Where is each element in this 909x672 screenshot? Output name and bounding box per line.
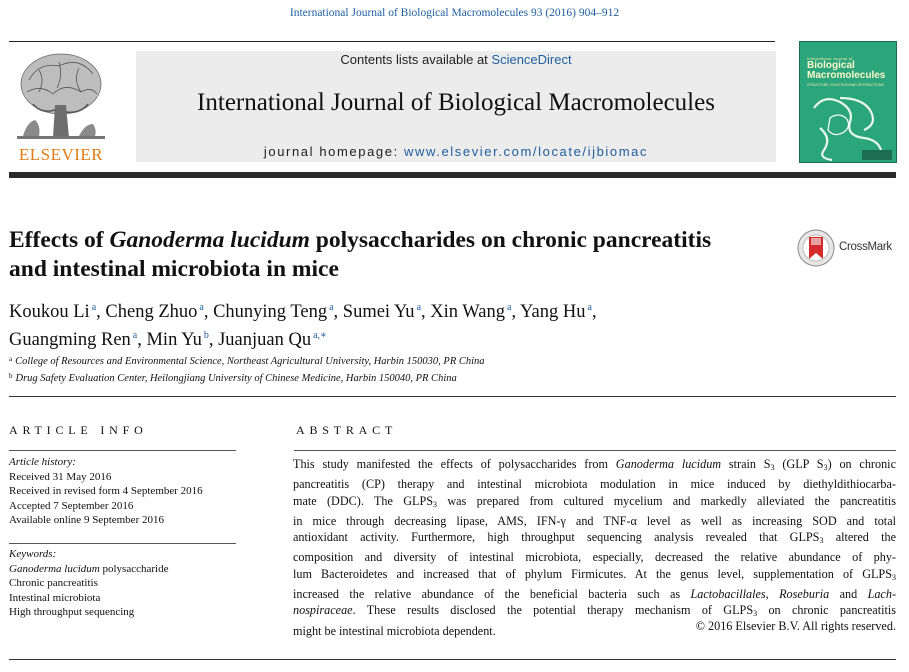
elsevier-logo[interactable] bbox=[9, 50, 113, 163]
homepage-link[interactable]: www.elsevier.com/locate/ijbiomac bbox=[404, 144, 649, 159]
title-line-1 bbox=[9, 226, 779, 255]
author-affiliation-mark[interactable]: a bbox=[91, 302, 97, 313]
keyword-item bbox=[9, 562, 249, 577]
abstract-heading: ABSTRACT bbox=[296, 423, 398, 437]
abstract-line: composition and diversity of intestinal microbiota, especially, decreased the relative abundance of phy- bbox=[293, 550, 896, 565]
cover-title-line2: Macromolecules bbox=[807, 70, 886, 81]
crossmark-icon bbox=[797, 228, 837, 268]
journal-banner bbox=[136, 51, 776, 162]
article-info-rule bbox=[9, 450, 236, 451]
article-history bbox=[9, 455, 249, 528]
author-affiliation-mark[interactable]: a bbox=[507, 302, 512, 313]
affiliation-mark: a bbox=[9, 355, 13, 363]
author-name[interactable]: Sumei Yu bbox=[342, 302, 415, 322]
abstract-line: This study manifested the effects of polysaccharides from Ganoderma lucidum strain $S_3$ (GLP $S_3$) on chronic bbox=[293, 457, 896, 472]
section-divider bbox=[9, 396, 896, 397]
author-name[interactable]: Xin Wang bbox=[430, 302, 505, 322]
cover-title-line1: Biological bbox=[807, 60, 855, 71]
elsevier-wordmark: ELSEVIER bbox=[18, 145, 104, 164]
author-name[interactable]: Juanjuan Qu bbox=[218, 330, 312, 350]
keyword-species: Ganoderma lucidum bbox=[9, 562, 100, 575]
article-info-heading: ARTICLE INFO bbox=[9, 423, 148, 437]
keywords-label: Keywords: bbox=[9, 548, 57, 560]
cover-subtitle: STRUCTURE, FUNCTION AND INTERACTIONS bbox=[807, 83, 884, 87]
homepage-prefix: journal homepage: bbox=[263, 144, 404, 159]
title-species: Ganoderma lucidum bbox=[109, 227, 310, 253]
author-affiliation-mark[interactable]: a bbox=[416, 302, 422, 313]
crossmark-badge[interactable] bbox=[797, 228, 899, 268]
journal-citation[interactable]: International Journal of Biological Macromolecules 93 (2016) 904–912 bbox=[289, 7, 620, 19]
keyword-rest: polysaccharide bbox=[99, 562, 169, 575]
author-affiliation-mark[interactable]: a bbox=[132, 330, 138, 341]
authors-line-1: Koukou Li $^a$, Cheng Zhuo $^a$, Chunying Teng $^a$, Sumei Yu $^a$, Xin Wang $^a$, Yang Hu $^a$, bbox=[9, 302, 597, 322]
abstract-line: might be intestinal microbiota dependent. bbox=[293, 623, 496, 638]
contents-availability bbox=[136, 52, 776, 67]
copyright-notice: © 2016 Elsevier B.V. All rights reserved. bbox=[695, 619, 896, 633]
history-item: Received 31 May 2016 bbox=[9, 470, 112, 483]
title-suffix: polysaccharides on chronic pancreatitis bbox=[309, 227, 712, 253]
journal-title[interactable]: International Journal of Biological Macromolecules bbox=[197, 89, 715, 116]
abstract-rule bbox=[294, 450, 896, 451]
abstract-text bbox=[293, 456, 896, 639]
history-item: Accepted 7 September 2016 bbox=[9, 499, 134, 512]
article-title bbox=[9, 226, 779, 284]
author-name[interactable]: Koukou Li bbox=[9, 302, 90, 322]
abstract-line: increased the relative abundance of the beneficial bacteria such as Lactobacillales, Roseburia and Lach- bbox=[293, 587, 896, 602]
journal-cover[interactable] bbox=[799, 41, 897, 163]
keyword-item: High throughput sequencing bbox=[9, 606, 135, 618]
title-line-2: and intestinal microbiota in mice bbox=[9, 256, 339, 282]
affiliation-text: Drug Safety Evaluation Center, Heilongjiang University of Chinese Medicine, Harbin 150040, PR China bbox=[15, 373, 457, 384]
author-name[interactable]: Chunying Teng bbox=[213, 302, 328, 322]
author-name[interactable]: Min Yu bbox=[146, 330, 202, 350]
author-affiliation-mark[interactable]: a bbox=[329, 302, 334, 313]
author-affiliation-mark[interactable]: b bbox=[203, 330, 209, 341]
header-bottom-rule bbox=[9, 172, 896, 178]
history-item: Available online 9 September 2016 bbox=[9, 514, 164, 526]
abstract-line: nospiraceae. These results disclosed the potential therapy mechanism of $GLPS_3$ on chronic pancreatitis bbox=[293, 603, 896, 619]
history-item: Received in revised form 4 September 2016 bbox=[9, 485, 203, 497]
author-name[interactable]: Cheng Zhuo bbox=[105, 302, 198, 322]
crossmark-label: CrossMark bbox=[839, 241, 892, 253]
author-affiliation-mark[interactable]: a bbox=[587, 302, 592, 313]
cover-title bbox=[807, 61, 885, 81]
author-list bbox=[9, 296, 889, 352]
header-top-rule bbox=[9, 41, 775, 42]
author-affiliation-mark[interactable]: a bbox=[199, 302, 204, 313]
keywords-rule bbox=[9, 543, 236, 544]
affiliations bbox=[9, 352, 889, 386]
author-name[interactable]: Guangming Ren bbox=[9, 330, 131, 350]
keyword-item: Chronic pancreatitis bbox=[9, 577, 98, 589]
keyword-item: Intestinal microbiota bbox=[9, 591, 101, 604]
author-affiliation-mark[interactable]: a,∗ bbox=[313, 330, 327, 341]
abstract-line: mate (DDC). The $GLPS_3$ was prepared from cultured mycelium and markedly alleviated the pancreatitis bbox=[293, 493, 896, 509]
authors-line-2: Guangming Ren $^a$, Min Yu $^b$, Juanjuan Qu $^{a,∗}$ bbox=[9, 330, 327, 350]
abstract-line: lum Bacteroidetes and increased that of phylum Firmicutes. At the genus level, supplementation of $GLPS_3$ bbox=[293, 566, 896, 582]
abstract-line: in mice through decreasing lipase, AMS, IFN-γ and TNF-α level as well as increasing SOD and total bbox=[293, 513, 896, 528]
elsevier-tree-icon bbox=[9, 50, 113, 145]
keywords bbox=[9, 547, 249, 620]
contents-prefix: Contents lists available at bbox=[340, 52, 492, 67]
title-prefix: Effects of bbox=[9, 227, 110, 253]
journal-homepage bbox=[136, 144, 776, 159]
abstract-line: antioxidant activity. Furthermore, high throughput sequencing analysis revealed that $GLPS_3$ altered the bbox=[293, 530, 896, 546]
author-name[interactable]: Yang Hu bbox=[520, 302, 586, 322]
affiliation-a bbox=[9, 352, 889, 369]
abstract-line: pancreatitis (CP) therapy and intestinal microbiota modulation in mice induced by diethyldithiocarba- bbox=[293, 477, 896, 492]
footer-rule bbox=[9, 659, 896, 660]
affiliation-mark: b bbox=[9, 372, 13, 380]
cover-small-text: International Journal of bbox=[807, 56, 853, 61]
affiliation-b bbox=[9, 369, 889, 386]
cover-molecule-image bbox=[800, 88, 897, 163]
history-label: Article history: bbox=[9, 456, 76, 468]
affiliation-text: College of Resources and Environmental Science, Northeast Agricultural University, Harbin 150030, PR China bbox=[15, 356, 485, 367]
sciencedirect-link[interactable]: ScienceDirect bbox=[491, 52, 572, 67]
